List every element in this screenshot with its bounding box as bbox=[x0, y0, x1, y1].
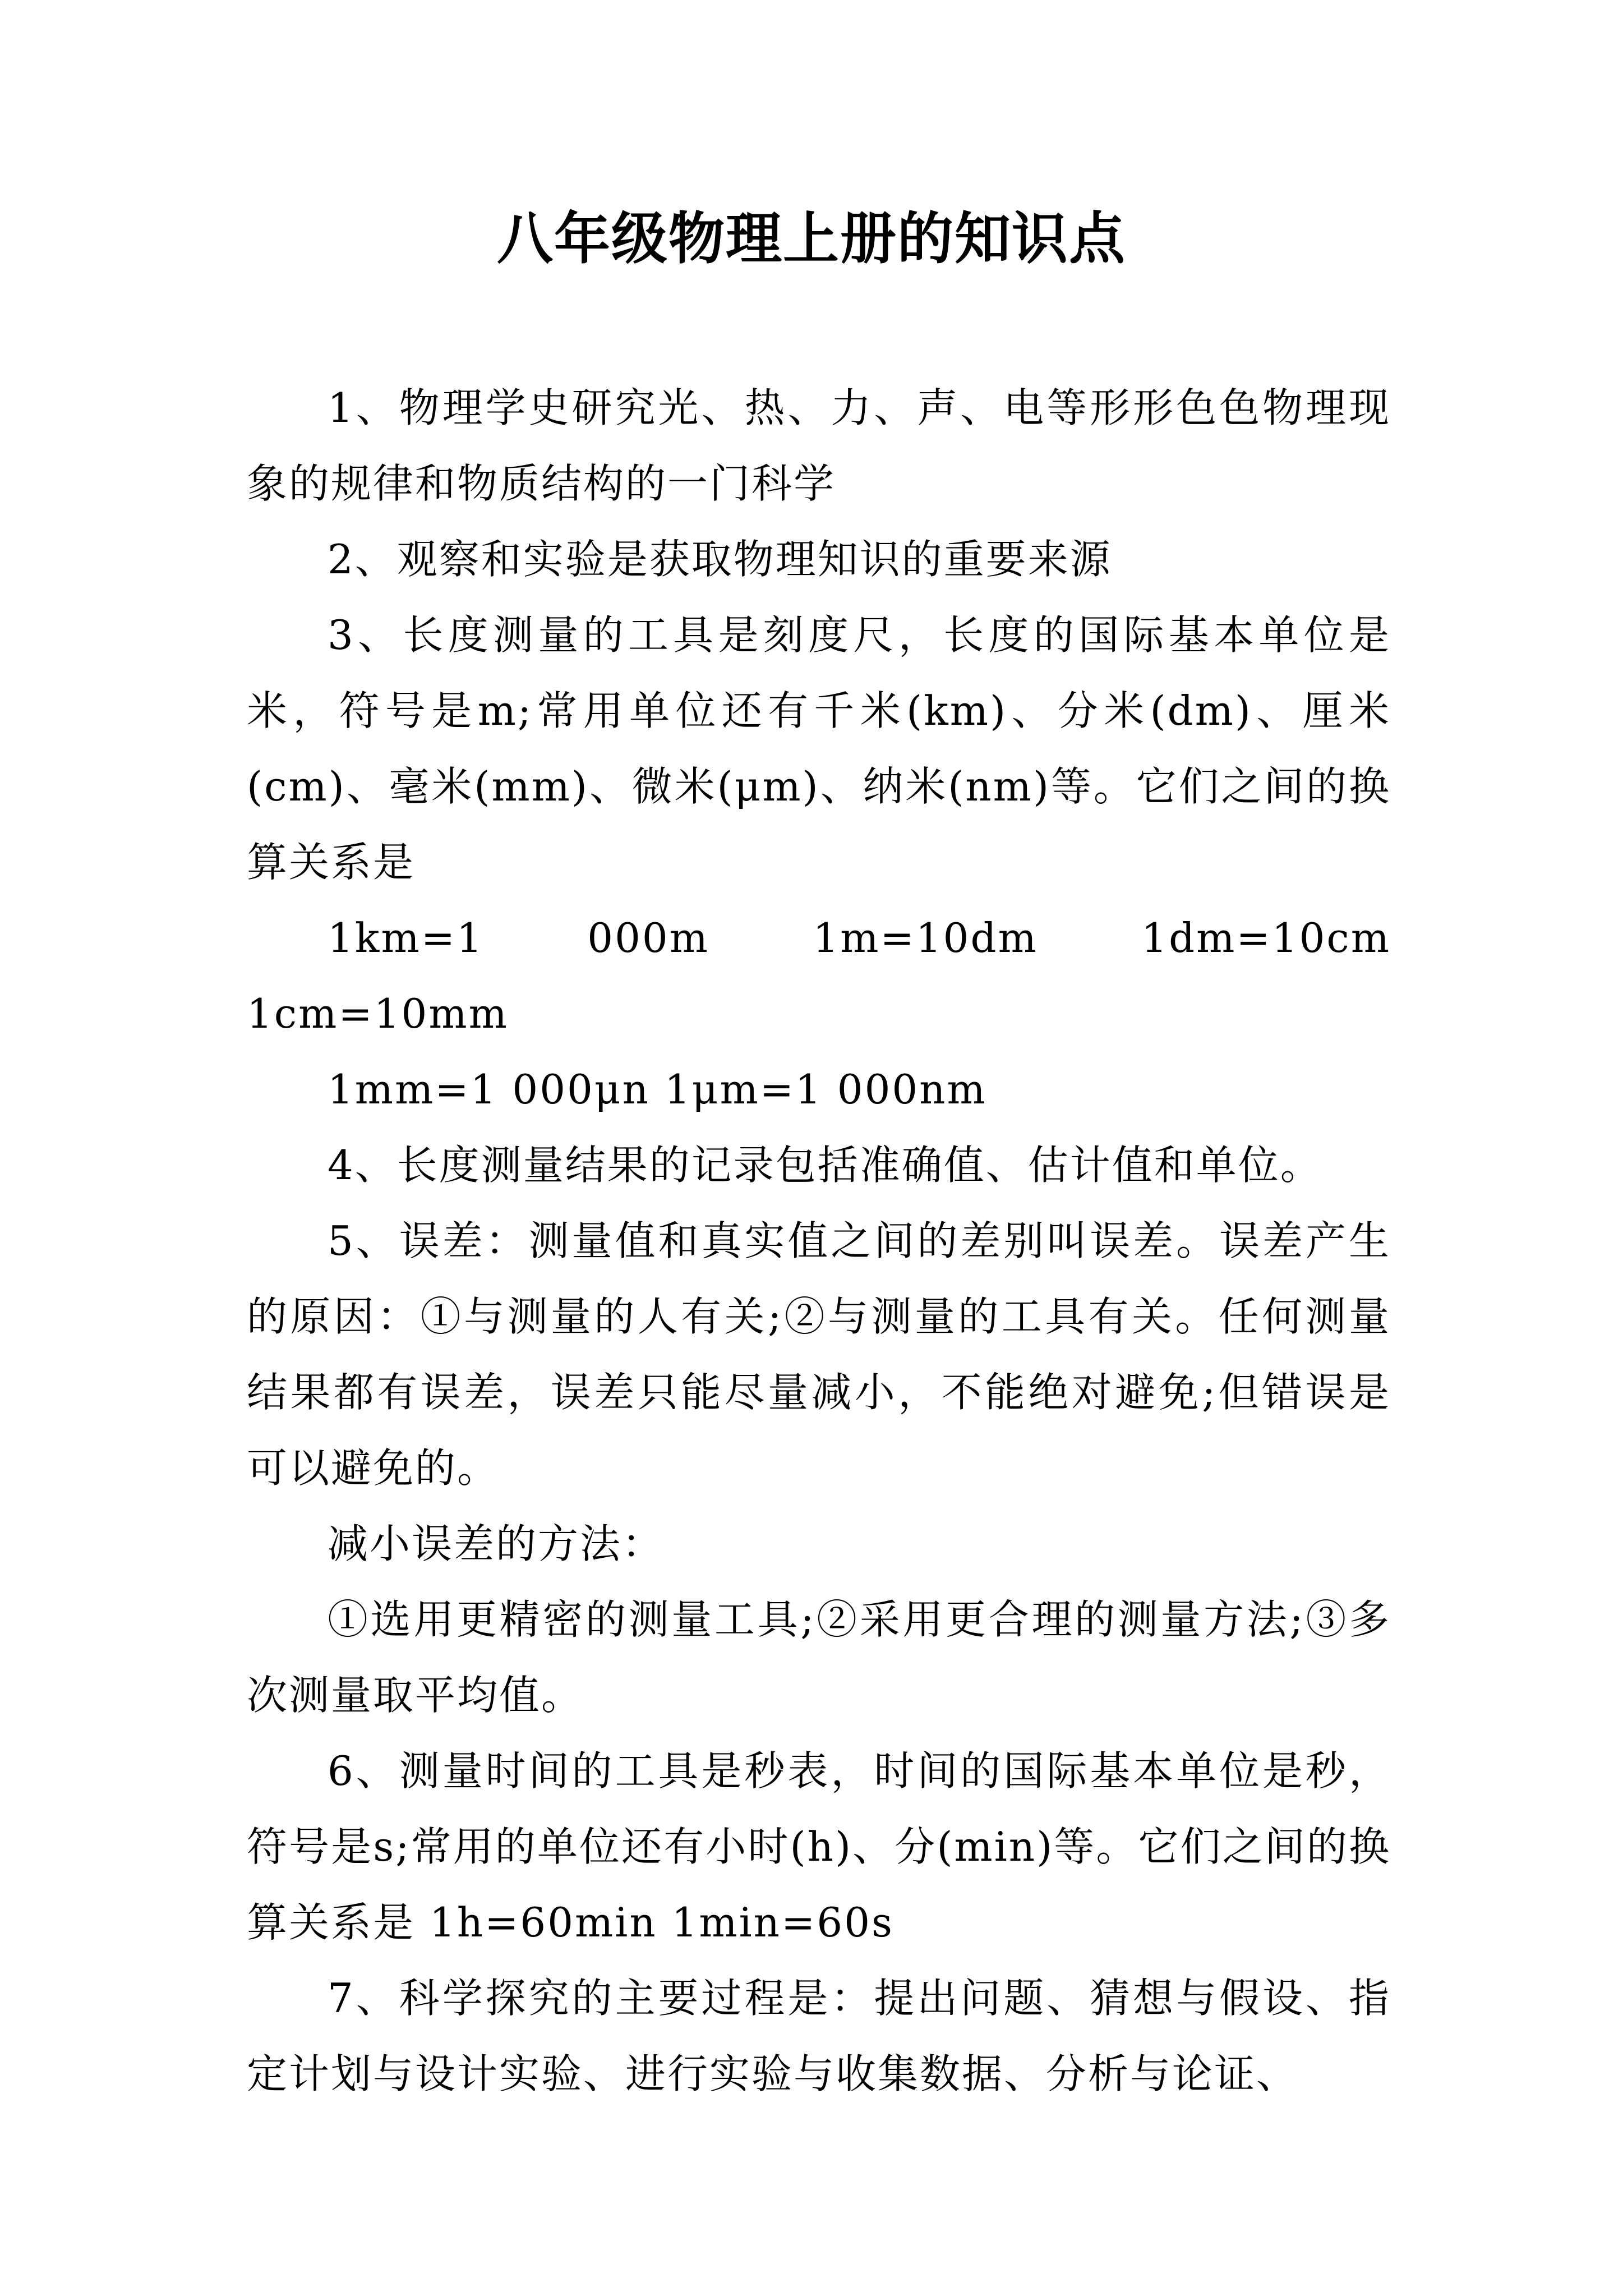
document-title: 八年级物理上册的知识点 bbox=[497, 205, 1126, 272]
paragraph-5: 5、误差：测量值和真实值之间的差别叫误差。误差产生的原因：①与测量的人有关;②与测量的工具有关。任何测量结果都有误差，误差只能尽量减小，不能绝对避免;但错误是可以避免的。 bbox=[247, 1217, 1391, 1492]
document-body bbox=[247, 370, 1391, 2112]
conversion-line-1: 1km=1 000m 1m=10dm 1dm=10cm 1cm=10mm bbox=[247, 914, 1391, 1037]
paragraph-6: 6、测量时间的工具是秒表，时间的国际基本单位是秒，符号是s;常用的单位还有小时(h)、分(min)等。它们之间的换算关系是 1h=60min 1min=60s bbox=[247, 1747, 1391, 1946]
paragraph-1: 1、物理学史研究光、热、力、声、电等形形色色物理现象的规律和物质结构的一门科学 bbox=[247, 384, 1391, 507]
error-reduction-heading: 减小误差的方法： bbox=[328, 1520, 665, 1567]
paragraph-3: 3、长度测量的工具是刻度尺，长度的国际基本单位是米，符号是m;常用单位还有千米(km)、分米(dm)、厘米(cm)、毫米(mm)、微米(μm)、纳米(nm)等。它们之间的换算关系是 bbox=[247, 611, 1391, 886]
conversion-line-2: 1mm=1 000μn 1μm=1 000nm bbox=[328, 1066, 987, 1113]
paragraph-2: 2、观察和实验是获取物理知识的重要来源 bbox=[328, 536, 1112, 583]
error-reduction-methods: ①选用更精密的测量工具;②采用更合理的测量方法;③多次测量取平均值。 bbox=[247, 1596, 1391, 1719]
paragraph-4: 4、长度测量结果的记录包括准确值、估计值和单位。 bbox=[328, 1142, 1322, 1189]
paragraph-7: 7、科学探究的主要过程是：提出问题、猜想与假设、指定计划与设计实验、进行实验与收集数据、分析与论证、 bbox=[247, 1975, 1391, 2097]
